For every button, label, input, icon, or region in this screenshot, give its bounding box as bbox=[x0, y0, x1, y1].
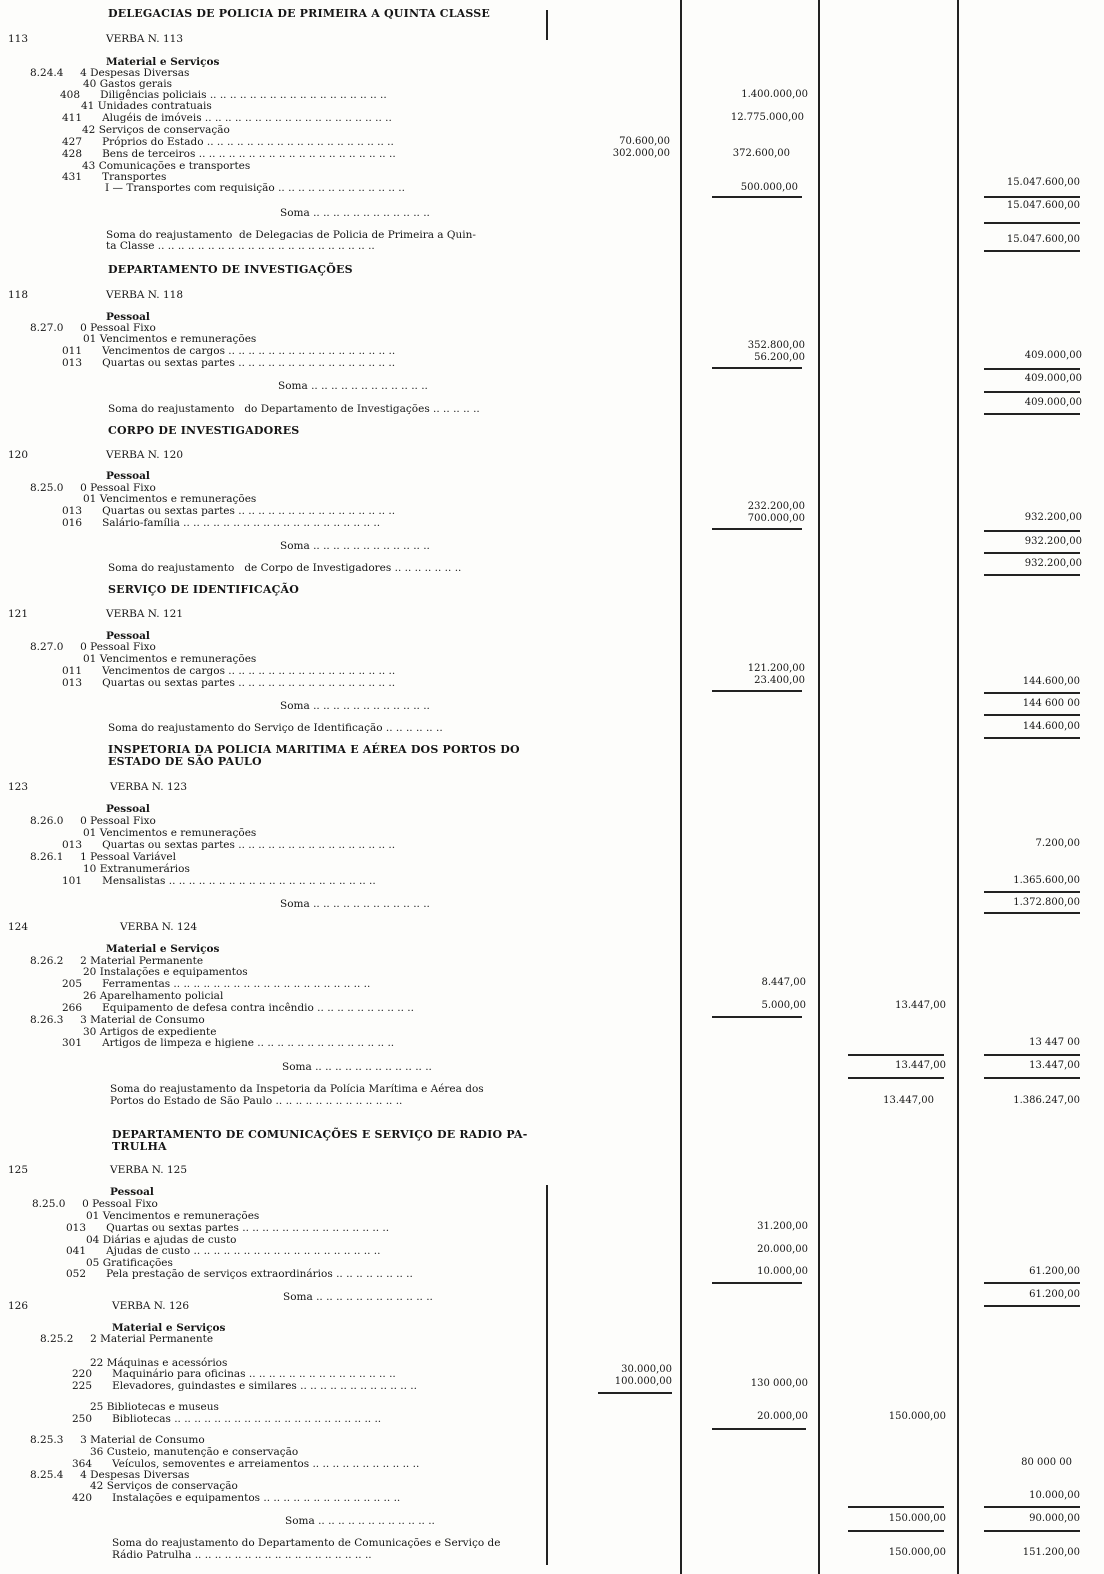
amount-value: 150.000,00 bbox=[888, 1411, 946, 1422]
ledger-line: VERBA N. 120 bbox=[106, 449, 184, 461]
sum-rule bbox=[984, 574, 1080, 576]
ledger-line: 041 Ajudas de custo .. .. .. .. .. .. .. .. .. .. .. .. .. .. .. .. .. .. .. bbox=[66, 1245, 381, 1257]
sum-rule bbox=[848, 1054, 944, 1056]
ledger-line: 01 Vencimentos e remunerações bbox=[83, 653, 257, 665]
ledger-line: 8.24.4 4 Despesas Diversas bbox=[30, 67, 190, 79]
amount-value: 31.200,00 bbox=[757, 1221, 808, 1232]
section-heading: CORPO DE INVESTIGADORES bbox=[108, 424, 300, 437]
ledger-line: 8.26.3 3 Material de Consumo bbox=[30, 1014, 205, 1026]
ledger-line: VERBA N. 125 bbox=[110, 1164, 188, 1176]
ledger-line: 408 Diligências policiais .. .. .. .. .. .. .. .. .. .. .. .. .. .. .. .. .. .. bbox=[60, 89, 387, 101]
amount-value: 61.200,00 bbox=[1029, 1289, 1080, 1300]
ledger-line: VERBA N. 121 bbox=[106, 608, 184, 620]
ledger-line: 8.26.1 1 Pessoal Variável bbox=[30, 851, 176, 863]
amount-value: 130 000,00 bbox=[750, 1378, 808, 1389]
sum-rule bbox=[984, 714, 1080, 716]
amount-value: 932.200,00 bbox=[1024, 512, 1082, 523]
amount-value: 15.047.600,00 bbox=[1006, 234, 1080, 245]
amount-value: 1.386.247,00 bbox=[1013, 1095, 1080, 1106]
ledger-line: Soma do reajustamento da Inspetoria da Polícia Marítima e Aérea dos bbox=[110, 1083, 484, 1095]
sum-rule bbox=[848, 1530, 944, 1532]
ledger-line: Soma .. .. .. .. .. .. .. .. .. .. .. .. bbox=[282, 1061, 432, 1073]
ledger-line: ta Classe .. .. .. .. .. .. .. .. .. .. .. .. .. .. .. .. .. .. .. .. .. .. bbox=[106, 240, 375, 252]
ledger-line: 113 bbox=[8, 33, 29, 45]
ledger-line: 364 Veículos, semoventes e arreiamentos .. .. .. .. .. .. .. .. .. .. .. bbox=[72, 1458, 420, 1470]
section-heading: DELEGACIAS DE POLICIA DE PRIMEIRA A QUINTA CLASSE bbox=[108, 7, 490, 20]
ledger-line: 013 Quartas ou sextas partes .. .. .. .. .. .. .. .. .. .. .. .. .. .. .. bbox=[66, 1222, 390, 1234]
amount-value: 100.000,00 bbox=[614, 1376, 672, 1387]
ledger-line: 8.25.2 2 Material Permanente bbox=[40, 1333, 214, 1345]
ledger-line: VERBA N. 113 bbox=[106, 33, 184, 45]
ledger-line: 8.27.0 0 Pessoal Fixo bbox=[30, 322, 156, 334]
ledger-line: Rádio Patrulha .. .. .. .. .. .. .. .. .. .. .. .. .. .. .. .. .. .. bbox=[112, 1549, 372, 1561]
ledger-line: Soma .. .. .. .. .. .. .. .. .. .. .. .. bbox=[278, 380, 428, 392]
column-rule bbox=[680, 0, 682, 1574]
amount-value: 144.600,00 bbox=[1022, 676, 1080, 687]
sum-rule bbox=[712, 528, 802, 530]
ledger-line: Soma do reajustamento do Departamento de Comunicações e Serviço de bbox=[112, 1537, 501, 1549]
sum-rule bbox=[984, 891, 1080, 893]
ledger-line: Material e Serviços bbox=[106, 943, 220, 955]
ledger-line: 30 Artigos de expediente bbox=[83, 1026, 217, 1038]
ledger-line: 011 Vencimentos de cargos .. .. .. .. .. .. .. .. .. .. .. .. .. .. .. .. .. bbox=[62, 345, 396, 357]
amount-value: 20.000,00 bbox=[757, 1411, 808, 1422]
section-heading: ESTADO DE SÃO PAULO bbox=[108, 755, 262, 768]
ledger-line: 205 Ferramentas .. .. .. .. .. .. .. .. .. .. .. .. .. .. .. .. .. .. .. .. bbox=[62, 978, 371, 990]
ledger-line: Soma .. .. .. .. .. .. .. .. .. .. .. .. bbox=[280, 700, 430, 712]
amount-value: 1.365.600,00 bbox=[1013, 875, 1080, 886]
section-heading: DEPARTAMENTO DE INVESTIGAÇÕES bbox=[108, 263, 353, 276]
ledger-line: 8.25.0 0 Pessoal Fixo bbox=[32, 1198, 158, 1210]
amount-value: 80 000 00 bbox=[1021, 1457, 1072, 1468]
sum-rule bbox=[984, 250, 1080, 252]
sum-rule bbox=[984, 1282, 1080, 1284]
ledger-line: Material e Serviços bbox=[112, 1322, 226, 1334]
amount-value: 13 447 00 bbox=[1029, 1037, 1080, 1048]
ledger-line: 01 Vencimentos e remunerações bbox=[86, 1210, 260, 1222]
sum-rule bbox=[984, 530, 1080, 532]
ledger-line: 225 Elevadores, guindastes e similares .. .. .. .. .. .. .. .. .. .. .. .. bbox=[72, 1380, 417, 1392]
amount-value: 302.000,00 bbox=[612, 148, 670, 159]
ledger-line: Soma .. .. .. .. .. .. .. .. .. .. .. .. bbox=[280, 207, 430, 219]
sum-rule bbox=[984, 1054, 1080, 1056]
ledger-line: 41 Unidades contratuais bbox=[81, 100, 212, 112]
sum-rule bbox=[984, 222, 1080, 224]
ledger-line: 26 Aparelhamento policial bbox=[83, 990, 224, 1002]
sum-rule bbox=[848, 1506, 944, 1508]
sum-rule bbox=[984, 413, 1080, 415]
ledger-line: Soma .. .. .. .. .. .. .. .. .. .. .. .. bbox=[285, 1515, 435, 1527]
amount-value: 12.775.000,00 bbox=[730, 112, 804, 123]
ledger-line: 123 bbox=[8, 781, 29, 793]
column-rule bbox=[546, 1185, 548, 1565]
amount-value: 15.047.600,00 bbox=[1006, 200, 1080, 211]
amount-value: 700.000,00 bbox=[747, 513, 805, 524]
sum-rule bbox=[712, 1282, 802, 1284]
sum-rule bbox=[984, 1305, 1080, 1307]
amount-value: 10.000,00 bbox=[1029, 1490, 1080, 1501]
ledger-line: 301 Artigos de limpeza e higiene .. .. .. .. .. .. .. .. .. .. .. .. .. .. bbox=[62, 1037, 395, 1049]
amount-value: 23.400,00 bbox=[754, 675, 805, 686]
ledger-line: 013 Quartas ou sextas partes .. .. .. .. .. .. .. .. .. .. .. .. .. .. .. .. bbox=[62, 677, 396, 689]
ledger-line: 266 Equipamento de defesa contra incêndio .. .. .. .. .. .. .. .. .. .. bbox=[62, 1002, 414, 1014]
ledger-line: 8.25.3 3 Material de Consumo bbox=[30, 1434, 205, 1446]
ledger-line: 011 Vencimentos de cargos .. .. .. .. .. .. .. .. .. .. .. .. .. .. .. .. .. bbox=[62, 665, 396, 677]
ledger-line: 052 Pela prestação de serviços extraordinários .. .. .. .. .. .. .. .. bbox=[66, 1268, 413, 1280]
amount-value: 8.447,00 bbox=[761, 977, 806, 988]
section-heading: DEPARTAMENTO DE COMUNICAÇÕES E SERVIÇO DE RADIO PA- bbox=[112, 1128, 528, 1141]
ledger-line: 01 Vencimentos e remunerações bbox=[83, 493, 257, 505]
sum-rule bbox=[712, 196, 802, 198]
ledger-line: Soma do reajustamento de Corpo de Investigadores .. .. .. .. .. .. .. bbox=[108, 562, 462, 574]
amount-value: 409.000,00 bbox=[1024, 397, 1082, 408]
sum-rule bbox=[848, 1077, 944, 1079]
amount-value: 144.600,00 bbox=[1022, 721, 1080, 732]
ledger-line: 125 bbox=[8, 1164, 29, 1176]
amount-value: 61.200,00 bbox=[1029, 1266, 1080, 1277]
amount-value: 932.200,00 bbox=[1024, 536, 1082, 547]
ledger-line: 20 Instalações e equipamentos bbox=[83, 966, 248, 978]
ledger-line: 101 Mensalistas .. .. .. .. .. .. .. .. .. .. .. .. .. .. .. .. .. .. .. .. .. bbox=[62, 875, 376, 887]
amount-value: 500.000,00 bbox=[740, 182, 798, 193]
amount-value: 372.600,00 bbox=[732, 148, 790, 159]
amount-value: 144 600 00 bbox=[1022, 698, 1080, 709]
sum-rule bbox=[712, 367, 802, 369]
column-rule bbox=[957, 0, 959, 1574]
ledger-line: 8.26.2 2 Material Permanente bbox=[30, 955, 204, 967]
sum-rule bbox=[984, 368, 1080, 370]
sum-rule bbox=[984, 1506, 1080, 1508]
amount-value: 352.800,00 bbox=[747, 340, 805, 351]
amount-value: 30.000,00 bbox=[621, 1364, 672, 1375]
ledger-line: Soma .. .. .. .. .. .. .. .. .. .. .. .. bbox=[280, 898, 430, 910]
sum-rule bbox=[984, 1530, 1080, 1532]
ledger-line: 420 Instalações e equipamentos .. .. .. .. .. .. .. .. .. .. .. .. .. .. bbox=[72, 1492, 401, 1504]
ledger-line: Soma do reajustamento do Departamento de Investigações .. .. .. .. .. bbox=[108, 403, 480, 415]
ledger-line: Pessoal bbox=[106, 470, 150, 482]
ledger-line: 8.26.0 0 Pessoal Fixo bbox=[30, 815, 156, 827]
ledger-line: VERBA N. 118 bbox=[106, 289, 184, 301]
ledger-line: 013 Quartas ou sextas partes .. .. .. .. .. .. .. .. .. .. .. .. .. .. .. .. bbox=[62, 839, 396, 851]
ledger-line: 25 Bibliotecas e museus bbox=[90, 1401, 219, 1413]
ledger-line: VERBA N. 126 bbox=[112, 1300, 190, 1312]
sum-rule bbox=[984, 912, 1080, 914]
amount-value: 70.600,00 bbox=[619, 136, 670, 147]
ledger-line: 431 Transportes bbox=[62, 171, 167, 183]
amount-value: 13.447,00 bbox=[895, 1060, 946, 1071]
ledger-line: 8.25.0 0 Pessoal Fixo bbox=[30, 482, 156, 494]
ledger-line: 42 Serviços de conservação bbox=[82, 124, 230, 136]
ledger-line: 22 Máquinas e acessórios bbox=[90, 1357, 228, 1369]
amount-value: 150.000,00 bbox=[888, 1547, 946, 1558]
ledger-line: 01 Vencimentos e remunerações bbox=[83, 827, 257, 839]
ledger-line: 42 Serviços de conservação bbox=[90, 1480, 238, 1492]
ledger-line: 427 Próprios do Estado .. .. .. .. .. .. .. .. .. .. .. .. .. .. .. .. .. .. .. bbox=[62, 136, 394, 148]
amount-value: 20.000,00 bbox=[757, 1244, 808, 1255]
sum-rule bbox=[984, 552, 1080, 554]
amount-value: 5.000,00 bbox=[761, 1000, 806, 1011]
ledger-line: 121 bbox=[8, 608, 29, 620]
ledger-line: 126 bbox=[8, 1300, 29, 1312]
ledger-line: Pessoal bbox=[106, 630, 150, 642]
ledger-line: 8.25.4 4 Despesas Diversas bbox=[30, 1469, 190, 1481]
ledger-line: 36 Custeio, manutenção e conservação bbox=[90, 1446, 299, 1458]
sum-rule bbox=[712, 1428, 806, 1430]
ledger-line: 43 Comunicações e transportes bbox=[82, 160, 251, 172]
amount-value: 1.372.800,00 bbox=[1013, 897, 1080, 908]
ledger-line: Soma do reajustamento do Serviço de Identificação .. .. .. .. .. .. bbox=[108, 722, 443, 734]
ledger-line: 124 bbox=[8, 921, 29, 933]
amount-value: 90.000,00 bbox=[1029, 1513, 1080, 1524]
ledger-line: Pessoal bbox=[110, 1186, 154, 1198]
sum-rule bbox=[984, 196, 1080, 198]
amount-value: 15.047.600,00 bbox=[1006, 177, 1080, 188]
ledger-line: Pessoal bbox=[106, 803, 150, 815]
amount-value: 1.400.000,00 bbox=[741, 89, 808, 100]
ledger-line: 8.27.0 0 Pessoal Fixo bbox=[30, 641, 156, 653]
ledger-line: Soma do reajustamento de Delegacias de Policia de Primeira a Quin- bbox=[106, 229, 476, 241]
sum-rule bbox=[984, 391, 1080, 393]
sum-rule bbox=[712, 1016, 802, 1018]
sum-rule bbox=[598, 1392, 672, 1394]
ledger-line: 01 Vencimentos e remunerações bbox=[83, 333, 257, 345]
amount-value: 10.000,00 bbox=[757, 1266, 808, 1277]
ledger-line: Material e Serviços bbox=[106, 56, 220, 68]
ledger-line: 013 Quartas ou sextas partes .. .. .. .. .. .. .. .. .. .. .. .. .. .. .. .. bbox=[62, 357, 396, 369]
ledger-line: Soma .. .. .. .. .. .. .. .. .. .. .. .. bbox=[283, 1291, 433, 1303]
column-rule bbox=[546, 10, 548, 40]
ledger-line: 016 Salário-família .. .. .. .. .. .. .. .. .. .. .. .. .. .. .. .. .. .. .. .. bbox=[62, 517, 381, 529]
amount-value: 13.447,00 bbox=[883, 1095, 934, 1106]
ledger-line: 05 Gratificações bbox=[86, 1257, 173, 1269]
section-heading: INSPETORIA DA POLICIA MARITIMA E AÉREA DOS PORTOS DO bbox=[108, 743, 520, 756]
ledger-line: Pessoal bbox=[106, 311, 150, 323]
sum-rule bbox=[984, 1077, 1080, 1079]
amount-value: 56.200,00 bbox=[754, 352, 805, 363]
amount-value: 13.447,00 bbox=[895, 1000, 946, 1011]
ledger-line: 411 Alugéis de imóveis .. .. .. .. .. .. .. .. .. .. .. .. .. .. .. .. .. .. .. bbox=[62, 112, 392, 124]
ledger-line: Portos do Estado de São Paulo .. .. .. .. .. .. .. .. .. .. .. .. .. bbox=[110, 1095, 403, 1107]
ledger-line: VERBA N. 124 bbox=[120, 921, 198, 933]
ledger-line: 013 Quartas ou sextas partes .. .. .. .. .. .. .. .. .. .. .. .. .. .. .. .. bbox=[62, 505, 396, 517]
amount-value: 150.000,00 bbox=[888, 1513, 946, 1524]
amount-value: 409.000,00 bbox=[1024, 350, 1082, 361]
amount-value: 13.447,00 bbox=[1029, 1060, 1080, 1071]
ledger-line: Soma .. .. .. .. .. .. .. .. .. .. .. .. bbox=[280, 540, 430, 552]
ledger-line: I — Transportes com requisição .. .. .. .. .. .. .. .. .. .. .. .. .. bbox=[105, 182, 405, 194]
ledger-line: 118 bbox=[8, 289, 29, 301]
ledger-line: 10 Extranumerários bbox=[83, 863, 190, 875]
ledger-line: VERBA N. 123 bbox=[110, 781, 188, 793]
ledger-line: 220 Maquinário para oficinas .. .. .. .. .. .. .. .. .. .. .. .. .. .. .. bbox=[72, 1368, 396, 1380]
ledger-line: 120 bbox=[8, 449, 29, 461]
sum-rule bbox=[712, 690, 802, 692]
amount-value: 151.200,00 bbox=[1022, 1547, 1080, 1558]
ledger-line: 250 Bibliotecas .. .. .. .. .. .. .. .. .. .. .. .. .. .. .. .. .. .. .. .. .. bbox=[72, 1413, 382, 1425]
ledger-line: 04 Diárias e ajudas de custo bbox=[86, 1234, 237, 1246]
ledger-line: 40 Gastos gerais bbox=[83, 78, 172, 90]
section-heading: TRULHA bbox=[112, 1140, 167, 1153]
amount-value: 409.000,00 bbox=[1024, 373, 1082, 384]
amount-value: 932.200,00 bbox=[1024, 558, 1082, 569]
sum-rule bbox=[984, 692, 1080, 694]
section-heading: SERVIÇO DE IDENTIFICAÇÃO bbox=[108, 583, 300, 596]
amount-value: 121.200,00 bbox=[747, 663, 805, 674]
amount-value: 7.200,00 bbox=[1035, 838, 1080, 849]
amount-value: 232.200,00 bbox=[747, 501, 805, 512]
sum-rule bbox=[984, 737, 1080, 739]
ledger-line: 428 Bens de terceiros .. .. .. .. .. .. .. .. .. .. .. .. .. .. .. .. .. .. .. .. bbox=[62, 148, 396, 160]
column-rule bbox=[818, 0, 820, 1574]
